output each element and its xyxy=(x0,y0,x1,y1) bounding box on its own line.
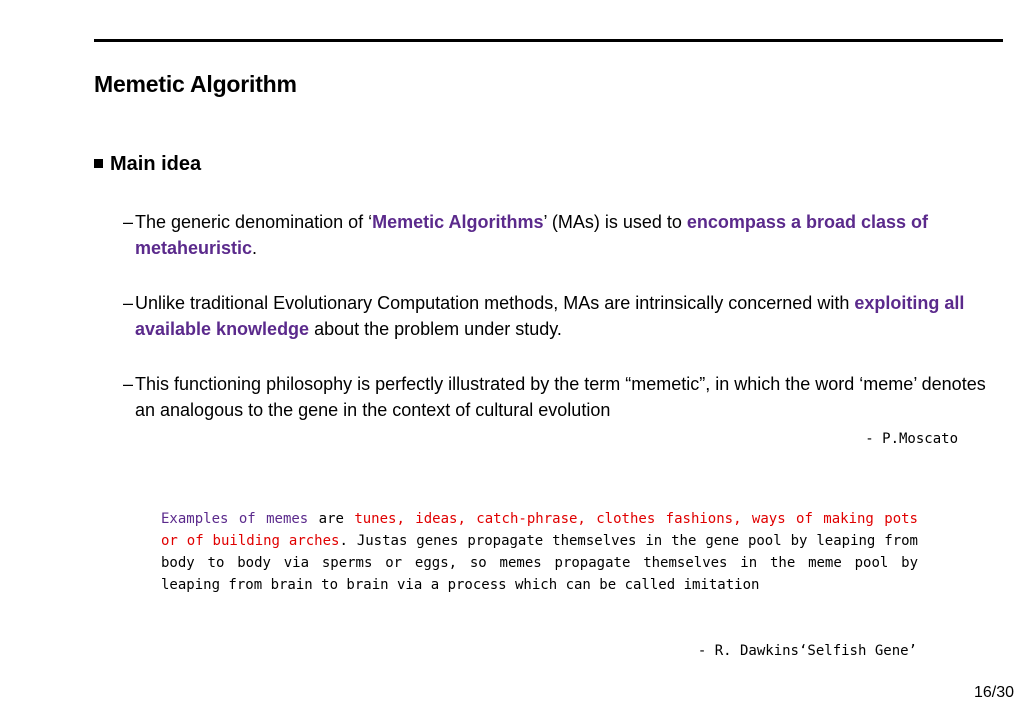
dawkins-attribution: - R. Dawkins‘Selfish Gene’ xyxy=(697,643,917,659)
dash-bullet-icon: – xyxy=(123,212,134,232)
moscato-attribution: - P.Moscato xyxy=(865,431,958,447)
bullet-point-3 xyxy=(123,371,995,423)
quote-purple-text: Examples of memes xyxy=(161,511,309,527)
bullet-point-1 xyxy=(123,209,995,261)
point-2-highlight: exploiting all available knowledge xyxy=(135,293,965,339)
point-1-text-c: . xyxy=(252,238,258,258)
bullet-point-2 xyxy=(123,290,995,342)
dawkins-quote xyxy=(161,508,918,596)
dash-bullet-icon: – xyxy=(123,293,134,313)
page-number: 16/30 xyxy=(973,684,1014,701)
quote-rest-text: . Justas genes propagate themselves in the gene pool by leaping from body to body via sperms or eggs, so memes propagate themselves in the meme pool by leaping from brain to brain via a process which can be called imitation xyxy=(161,533,918,593)
dash-bullet-icon: – xyxy=(123,374,134,394)
point-2-text-a: Unlike traditional Evolutionary Computation methods, MAs are intrinsically concerned with xyxy=(135,293,855,313)
point-1-text-b: ’ (MAs) is used to xyxy=(543,212,687,232)
point-3-text: This functioning philosophy is perfectly illustrated by the term “memetic”, in which the word ‘meme’ denotes an analogous to the gene in the context of cultural evolution xyxy=(135,374,986,420)
section-heading xyxy=(94,153,201,176)
point-1-text-a: The generic denomination of ‘ xyxy=(135,212,373,232)
quote-are-text: are xyxy=(308,511,355,527)
slide-title: Memetic Algorithm xyxy=(94,71,297,97)
top-rule xyxy=(94,39,1003,42)
square-bullet-icon xyxy=(94,159,103,168)
point-1-highlight-a: Memetic Algorithms xyxy=(372,212,544,232)
point-2-text-b: about the problem under study. xyxy=(309,319,562,339)
point-1-highlight-b: encompass a broad class of metaheuristic xyxy=(135,212,928,258)
quote-red-text: tunes, ideas, catch-phrase, clothes fashions, ways of making pots or of building arches xyxy=(161,511,918,549)
section-heading-text: Main idea xyxy=(110,153,202,175)
